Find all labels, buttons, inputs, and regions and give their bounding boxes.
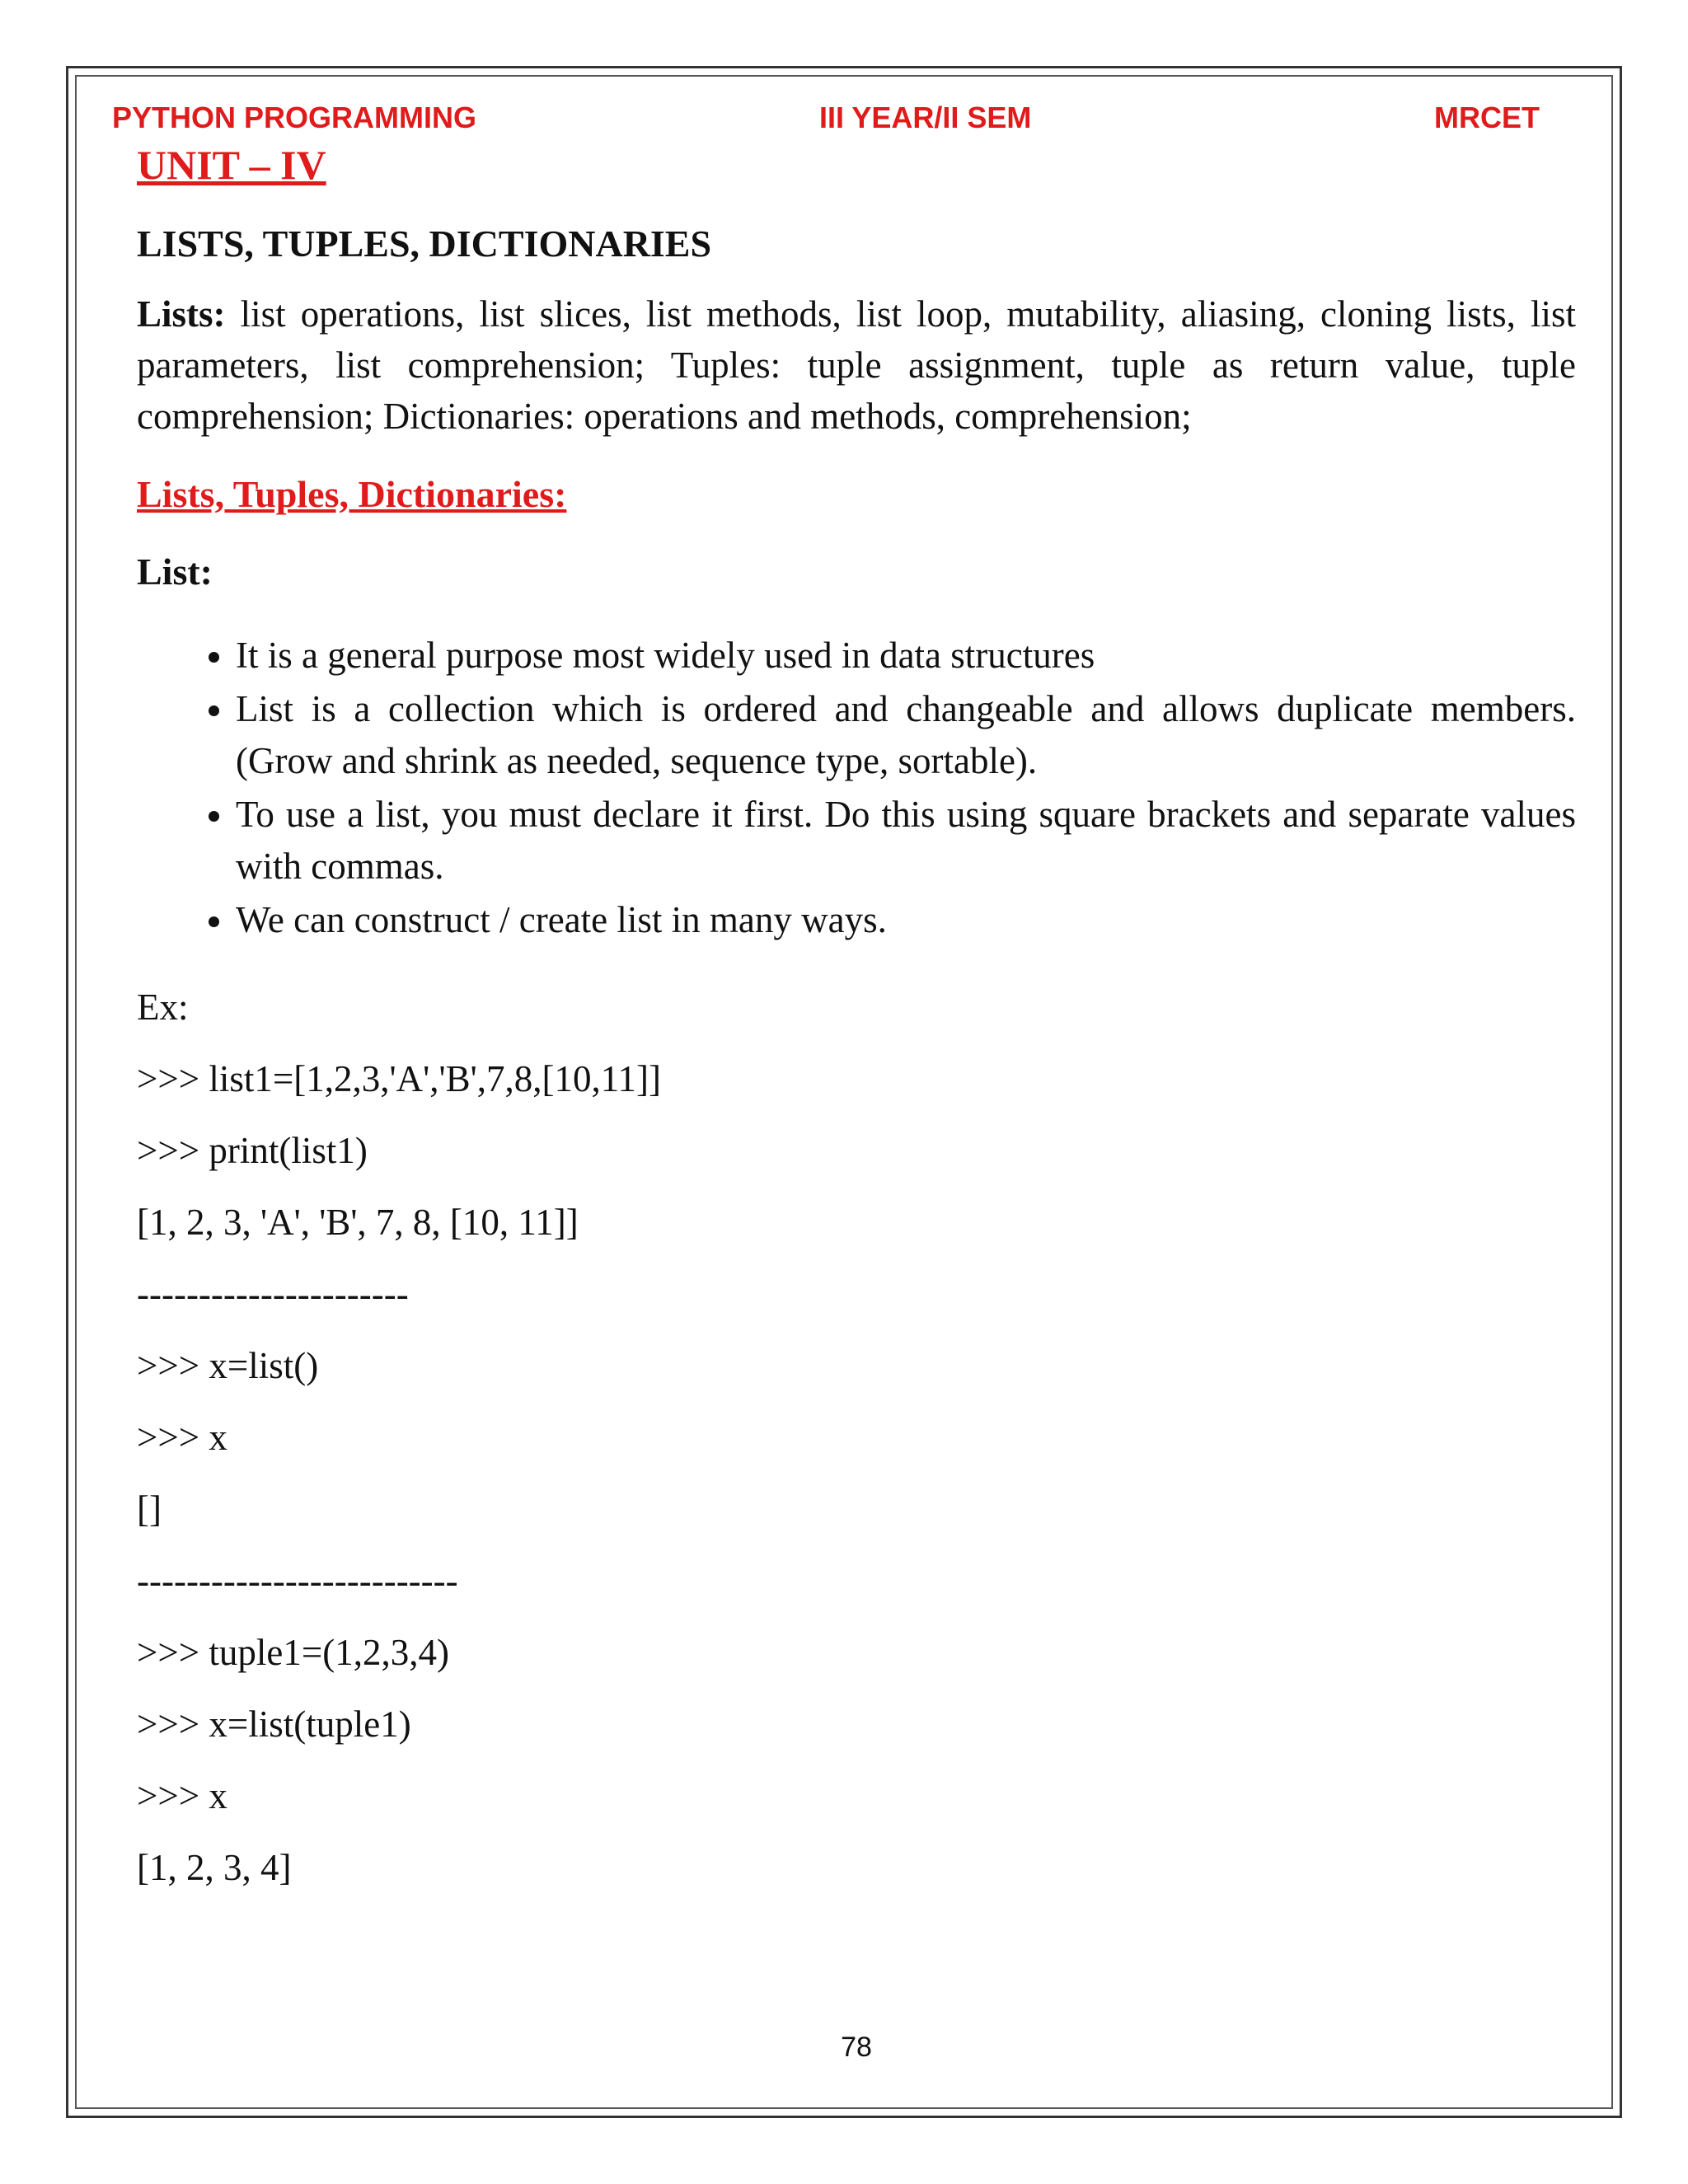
bullet-item: • We can construct / create list in many ways. xyxy=(236,894,1576,946)
list-heading: List: xyxy=(137,551,213,593)
section-title: LISTS, TUPLES, DICTIONARIES xyxy=(137,223,712,265)
syllabus-text: list operations, list slices, list methods, list loop, mutability, aliasing, cloning lists, list parameters, list comprehension; Tuples: tuple assignment, tuple as return value, tuple comprehension; Dictionaries: operations and methods, comprehension; xyxy=(137,293,1576,437)
syllabus-label: Lists: xyxy=(137,293,226,335)
code-line: >>> tuple1=(1,2,3,4) xyxy=(137,1632,449,1673)
code-line: [1, 2, 3, 4] xyxy=(137,1847,292,1888)
code-line: Ex: xyxy=(137,987,189,1028)
code-line: >>> x xyxy=(137,1417,227,1458)
code-line: >>> x=list(tuple1) xyxy=(137,1704,411,1745)
bullet-item: • It is a general purpose most widely used in data structures xyxy=(236,630,1576,682)
bullet-item: • To use a list, you must declare it first. Do this using square brackets and separate values with commas. xyxy=(236,789,1576,893)
header-course: PYTHON PROGRAMMING xyxy=(112,101,477,134)
syllabus-paragraph xyxy=(137,288,1576,442)
code-line: >>> x=list() xyxy=(137,1345,319,1386)
code-line: >>> list1=[1,2,3,'A','B',7,8,[10,11]] xyxy=(137,1058,661,1099)
page-content xyxy=(137,138,1576,1915)
code-example xyxy=(137,982,1576,1915)
code-line: [1, 2, 3, 'A', 'B', 7, 8, [10, 11]] xyxy=(137,1202,579,1243)
topic-heading: Lists, Tuples, Dictionaries: xyxy=(137,473,567,515)
unit-title: UNIT – IV xyxy=(137,142,326,188)
bullet-list xyxy=(137,630,1576,946)
page-header xyxy=(112,101,1540,142)
header-year: III YEAR/II SEM xyxy=(819,101,1032,134)
code-line: [] xyxy=(137,1488,162,1530)
header-institution: MRCET xyxy=(1434,101,1540,134)
bullet-item: • List is a collection which is ordered and changeable and allows duplicate members. (Grow and shrink as needed, sequence type, sortable). xyxy=(236,683,1576,787)
page-number: 78 xyxy=(841,2032,872,2063)
code-line: >>> x xyxy=(137,1775,227,1816)
code-line: >>> print(list1) xyxy=(137,1130,368,1171)
separator-line: -------------------------- xyxy=(137,1560,458,1601)
separator-line: ---------------------- xyxy=(137,1273,409,1315)
